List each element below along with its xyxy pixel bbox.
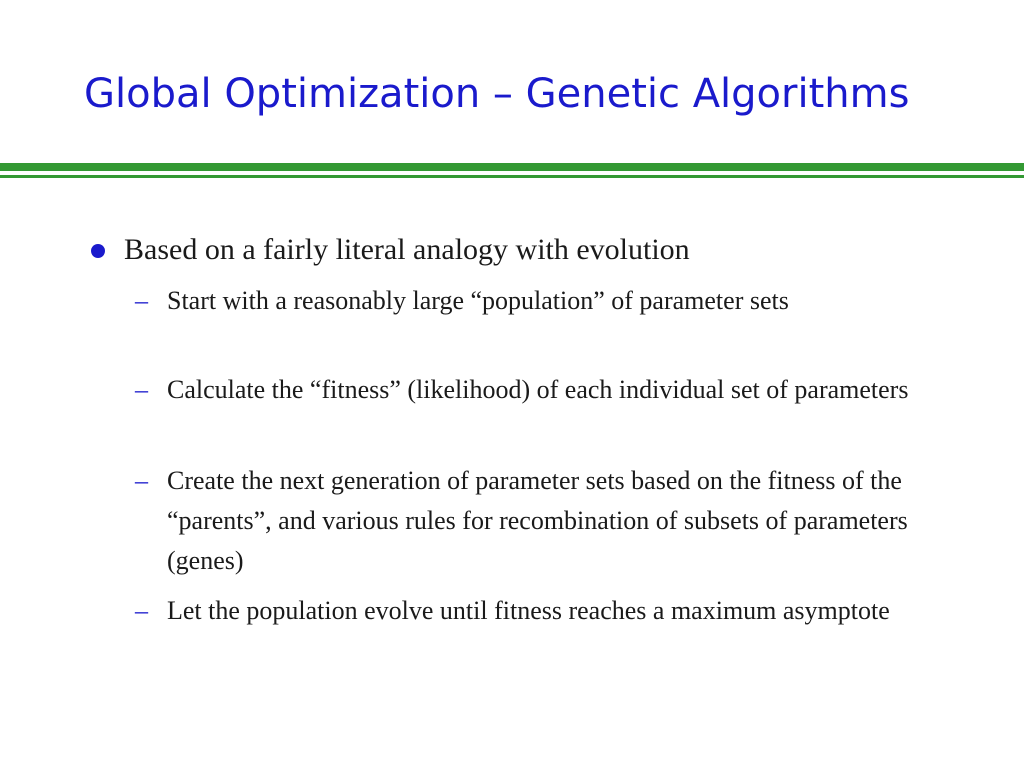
dash-icon: – [135, 375, 148, 404]
dash-icon: – [135, 286, 148, 315]
title-divider-thin [0, 175, 1024, 178]
bullet-dot-icon [91, 244, 105, 258]
slide-title: Global Optimization – Genetic Algorithms [84, 71, 910, 117]
sub-bullet-text: Create the next generation of parameter sets based on the fitness of the “parents”, and various rules for recombination of subsets of parameters (genes) [167, 466, 908, 575]
dash-icon: – [135, 596, 148, 625]
sub-bullet-item [135, 281, 945, 361]
bullet-text: Based on a fairly literal analogy with evolution [124, 233, 690, 266]
sub-bullet-text: Let the population evolve until fitness reaches a maximum asymptote [167, 596, 890, 625]
bullet-item [88, 229, 968, 271]
title-divider-thick [0, 163, 1024, 171]
sub-bullet-item [135, 591, 945, 671]
sub-bullet-item [135, 370, 945, 450]
sub-bullet-item [135, 461, 945, 581]
sub-bullet-text: Start with a reasonably large “population” of parameter sets [167, 286, 789, 315]
sub-bullet-text: Calculate the “fitness” (likelihood) of each individual set of parameters [167, 375, 909, 404]
dash-icon: – [135, 466, 148, 495]
